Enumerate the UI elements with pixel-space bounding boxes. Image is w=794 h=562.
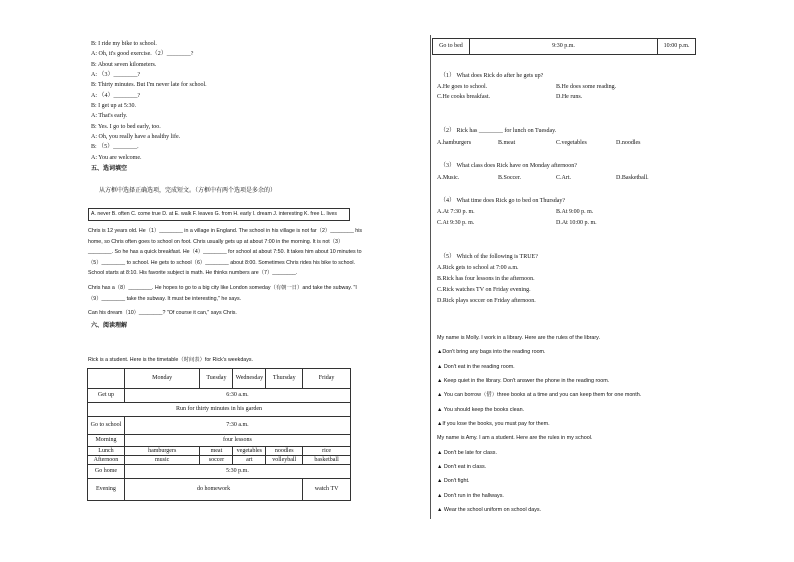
passage-line: home, so Chris often goes to school on foot. Chris usually gets up at about 7:00 in the morning. It is not（3） [88, 239, 344, 245]
row-label: Afternoon [88, 456, 125, 465]
amy-intro: My name is Amy. I am a student. Here are the rules in my school. [437, 435, 593, 441]
dialogue-line: B: About seven kilometers. [91, 62, 157, 68]
section6-title: 六、阅读理解 [91, 323, 128, 329]
lunch-cell: rice [303, 447, 351, 456]
row-label: Morning [88, 435, 125, 447]
option-b: B.meat [498, 140, 516, 146]
section5-instruction: 从方框中选择正确选项，完成短文。（方框中有两个选项是多余的） [99, 188, 277, 194]
word-options: A. never B. often C. come true D. at E. walk F. leaves G. from H. early I. dream J. interesting K. free L. lives [91, 211, 337, 217]
question-text: （2） Rick has ________ for lunch on Tuesday. [440, 128, 557, 134]
row-label: Get up [88, 389, 125, 403]
option-d: D.Basketball. [616, 175, 649, 181]
rule-item: ▲ You should keep the books clean. [437, 407, 525, 413]
column-divider [430, 35, 431, 519]
passage-line: School starts at 8:10. His favorite subject is math. He thinks numbers are（7）________. [88, 270, 298, 276]
dialogue-line: B: Yes. I go to bed early, too. [91, 124, 161, 130]
word-options-box [88, 208, 350, 221]
lunch-cell: vegetables [233, 447, 266, 456]
rule-item: ▲ Don't run in the hallways. [437, 493, 504, 499]
dialogue-line: B: Thirty minutes. But I'm never late for school. [91, 82, 207, 88]
rule-item: ▲ Keep quiet in the library. Don't answer the phone in the reading room. [437, 378, 610, 384]
afternoon-cell: volleyball [266, 456, 303, 465]
rule-item: ▲ Don't fight. [437, 478, 470, 484]
row-label: Go home [88, 465, 125, 479]
option-b: B.Rick has four lessons in the afternoon. [437, 276, 535, 282]
option-c: C.Rick watches TV on Friday evening. [437, 287, 531, 293]
passage-line: Can his dream（10）________? "Of course it can," says Chris. [88, 310, 237, 316]
dialogue-line: B: I get up at 5:30. [91, 103, 136, 109]
dialogue-line: B: I ride my bike to school. [91, 41, 157, 47]
dialogue-line: A: （3）________? [91, 72, 141, 78]
option-a: A.At 7:30 p. m. [437, 209, 475, 215]
option-a: A.hamburgers [437, 140, 472, 146]
dialogue-line: A: Oh, you really have a healthy life. [91, 134, 181, 140]
passage-line: ________. So he has a quick breakfast. He（4）________ for school at about 7:50. It takes him about 10 minutes to [88, 249, 362, 255]
option-d: D.Rick plays soccer on Friday afternoon. [437, 298, 536, 304]
dialogue-line: A: Oh, it's good exercise.（2）________? [91, 51, 194, 57]
option-b: B.He does some reading. [556, 84, 617, 90]
row-label: Go to bed [433, 39, 470, 55]
row-label: Lunch [88, 447, 125, 456]
dialogue-line: A: You are welcome. [91, 155, 142, 161]
option-d: D.At 10:00 p. m. [556, 220, 597, 226]
timetable-intro: Rick is a student. Here is the timetable（时间表）for Rick's weekdays. [88, 357, 253, 363]
afternoon-cell: soccer [200, 456, 233, 465]
option-c: C.vegetables [556, 140, 587, 146]
timetable-continued [432, 38, 696, 55]
passage-line: Chris has a（8）________. He hopes to go to a big city like London someday（有朝一日）and take the subway. "I [88, 285, 357, 291]
dialogue-line: A: （4）________? [91, 93, 141, 99]
question-text: （1） What does Rick do after he gets up? [440, 73, 544, 79]
lunch-cell: hamburgers [124, 447, 200, 456]
option-a: A.Rick gets to school at 7:00 a.m. [437, 265, 519, 271]
question-text: （5） Which of the following is TRUE? [440, 254, 538, 260]
day-header: Wednesday [233, 369, 266, 389]
evening-friday: watch TV [303, 479, 351, 501]
dialogue-line: A: That's early. [91, 113, 128, 119]
go-home-time: 5:30 p.m. [124, 465, 350, 479]
dialogue-line: B: （5）________. [91, 144, 139, 150]
go-bed-weekday: 9:30 p.m. [469, 39, 657, 55]
morning-lessons: four lessons [124, 435, 350, 447]
afternoon-cell: music [124, 456, 200, 465]
timetable [87, 368, 351, 501]
question-text: （4） What time does Rick go to bed on Thursday? [440, 198, 566, 204]
option-c: C.He cooks breakfast. [437, 94, 490, 100]
day-header: Monday [124, 369, 200, 389]
option-c: C.Art. [556, 175, 571, 181]
lunch-cell: noodles [266, 447, 303, 456]
row-label: Go to school [88, 417, 125, 435]
rule-item: ▲If you lose the books, you must pay for them. [437, 421, 550, 427]
option-c: C.At 9:30 p. m. [437, 220, 475, 226]
evening-weekday: do homework [124, 479, 302, 501]
lunch-cell: meat [200, 447, 233, 456]
option-b: B.Soccer. [498, 175, 521, 181]
afternoon-cell: art [233, 456, 266, 465]
option-d: D.He runs. [556, 94, 583, 100]
day-header: Friday [303, 369, 351, 389]
passage-line: （5）________ to school. He gets to school（6）________ about 8:00. Sometimes Chris rides his bike to school. [88, 260, 356, 266]
go-bed-friday: 10:00 p.m. [658, 39, 696, 55]
rule-item: ▲ Don't eat in class. [437, 464, 487, 470]
day-header: Thursday [266, 369, 303, 389]
get-up-time: 6:30 a.m. [124, 389, 350, 403]
section5-title: 五、选词填空 [91, 166, 128, 172]
option-a: A.He goes to school. [437, 84, 488, 90]
option-d: D.noodles [616, 140, 641, 146]
row-label: Evening [88, 479, 125, 501]
option-b: B.At 9:00 p. m. [556, 209, 594, 215]
passage-line: Chris is 12 years old. He（1）________ in a village in England. The school in his village is not far（2）________ his [88, 228, 363, 234]
go-school-time: 7:30 a.m. [124, 417, 350, 435]
passage-line: （9）________ take the subway. It must be interesting," he says. [88, 296, 242, 302]
day-header: Tuesday [200, 369, 233, 389]
rule-item: ▲Don't bring any bags into the reading room. [437, 349, 546, 355]
rule-item: ▲ Don't eat in the reading room. [437, 364, 515, 370]
timetable-corner [88, 369, 125, 389]
afternoon-cell: basketball [303, 456, 351, 465]
option-a: A.Music. [437, 175, 460, 181]
rule-item: ▲ You can borrow（借）three books at a time and you can keep them for one month. [437, 392, 642, 398]
rule-item: ▲ Wear the school uniform on school days. [437, 507, 542, 513]
rule-item: ▲ Don't be late for class. [437, 450, 497, 456]
molly-intro: My name is Molly. I work in a library. Here are the rules of the library. [437, 335, 600, 341]
question-text: （3） What class does Rick have on Monday afternoon? [440, 163, 577, 169]
run-activity: Run for thirty minutes in his garden [88, 403, 351, 417]
